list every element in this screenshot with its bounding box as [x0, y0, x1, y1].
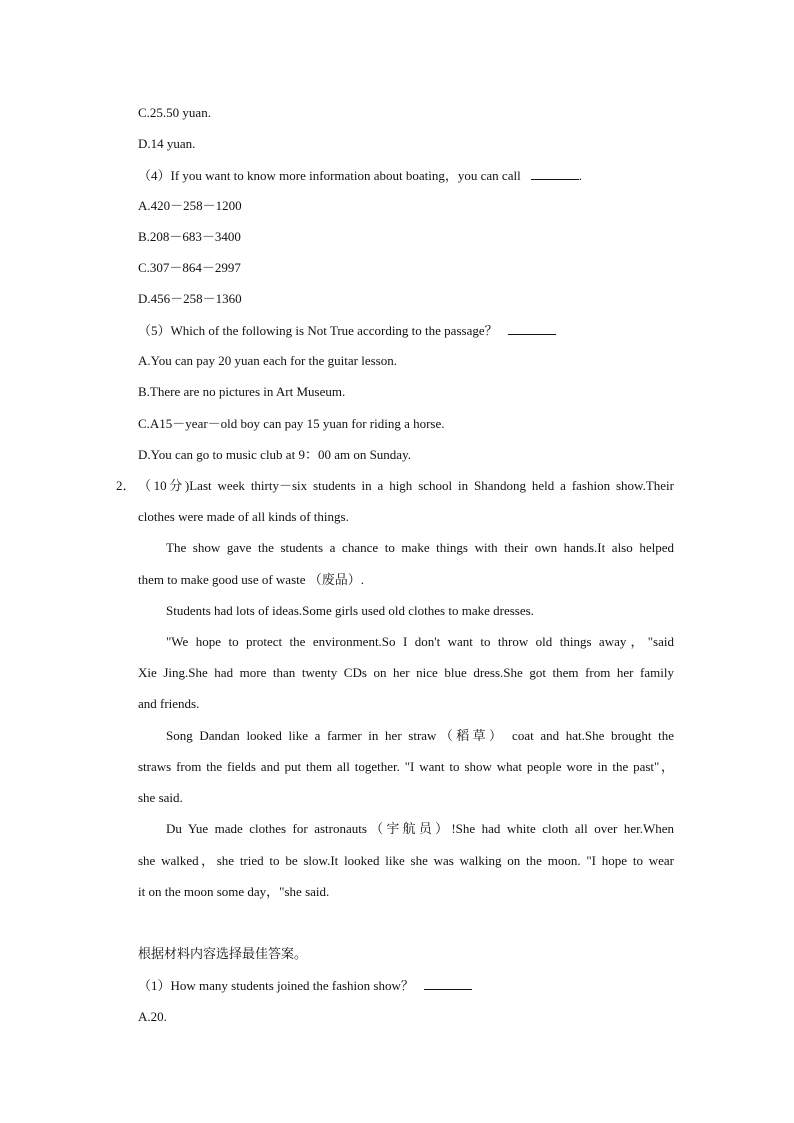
- passage-line: "We hope to protect the environment.So I don't want to throw old things away，"said: [166, 634, 674, 649]
- answer-blank: [424, 977, 472, 990]
- option-a: A.20.: [138, 1009, 167, 1024]
- option-d: D.14 yuan.: [138, 136, 196, 151]
- passage-line: straws from the fields and put them all together. "I want to show what people wore in the past"，: [138, 759, 674, 774]
- sub-question-1: [138, 977, 472, 994]
- question-4-end: .: [578, 168, 582, 183]
- instruction-text: 根据材料内容选择最佳答案。: [138, 946, 308, 961]
- passage-line: she said.: [138, 790, 183, 805]
- passage-line: and friends.: [138, 696, 200, 711]
- option-b: B.There are no pictures in Art Museum.: [138, 384, 346, 399]
- option-c: C.25.50 yuan.: [138, 105, 211, 120]
- question-4: [138, 167, 582, 184]
- passage-line: Students had lots of ideas.Some girls used old clothes to make dresses.: [166, 603, 534, 618]
- passage-line: The show gave the students a chance to make things with their own hands.It also helped: [166, 540, 674, 555]
- option-d: D.You can go to music club at 9：00 am on Sunday.: [138, 447, 411, 462]
- option-a: A.420－258－1200: [138, 198, 242, 213]
- passage-line: them to make good use of waste （废品）.: [138, 572, 365, 587]
- option-d: D.456－258－1360: [138, 291, 242, 306]
- passage-line: Song Dandan looked like a farmer in her straw（稻草） coat and hat.She brought the: [166, 728, 674, 743]
- passage-line: Du Yue made clothes for astronauts（宇航员）!She had white cloth all over her.When: [166, 821, 674, 836]
- passage-line: clothes were made of all kinds of things.: [138, 509, 349, 524]
- question-5: [138, 322, 556, 339]
- sub-question-1-text: （1）How many students joined the fashion show？: [138, 978, 414, 993]
- option-b: B.208－683－3400: [138, 229, 241, 244]
- passage-line: Xie Jing.She had more than twenty CDs on her nice blue dress.She got them from her family: [138, 665, 674, 680]
- answer-blank: [531, 167, 579, 180]
- option-c: C.A15－year－old boy can pay 15 yuan for riding a horse.: [138, 416, 445, 431]
- question-5-text: （5）Which of the following is Not True according to the passage？: [138, 323, 498, 338]
- passage-line: it on the moon some day，"she said.: [138, 884, 330, 899]
- passage-line: （10分)Last week thirty－six students in a high school in Shandong held a fashion show.Their: [138, 478, 674, 493]
- question-4-text: （4）If you want to know more information about boating，you can call: [138, 168, 521, 183]
- question-number: 2．: [116, 478, 136, 493]
- option-c: C.307－864－2997: [138, 260, 241, 275]
- option-a: A.You can pay 20 yuan each for the guitar lesson.: [138, 353, 397, 368]
- passage-line: she walked，she tried to be slow.It looked like she was walking on the moon. "I hope to wear: [138, 853, 674, 868]
- answer-blank: [508, 322, 556, 335]
